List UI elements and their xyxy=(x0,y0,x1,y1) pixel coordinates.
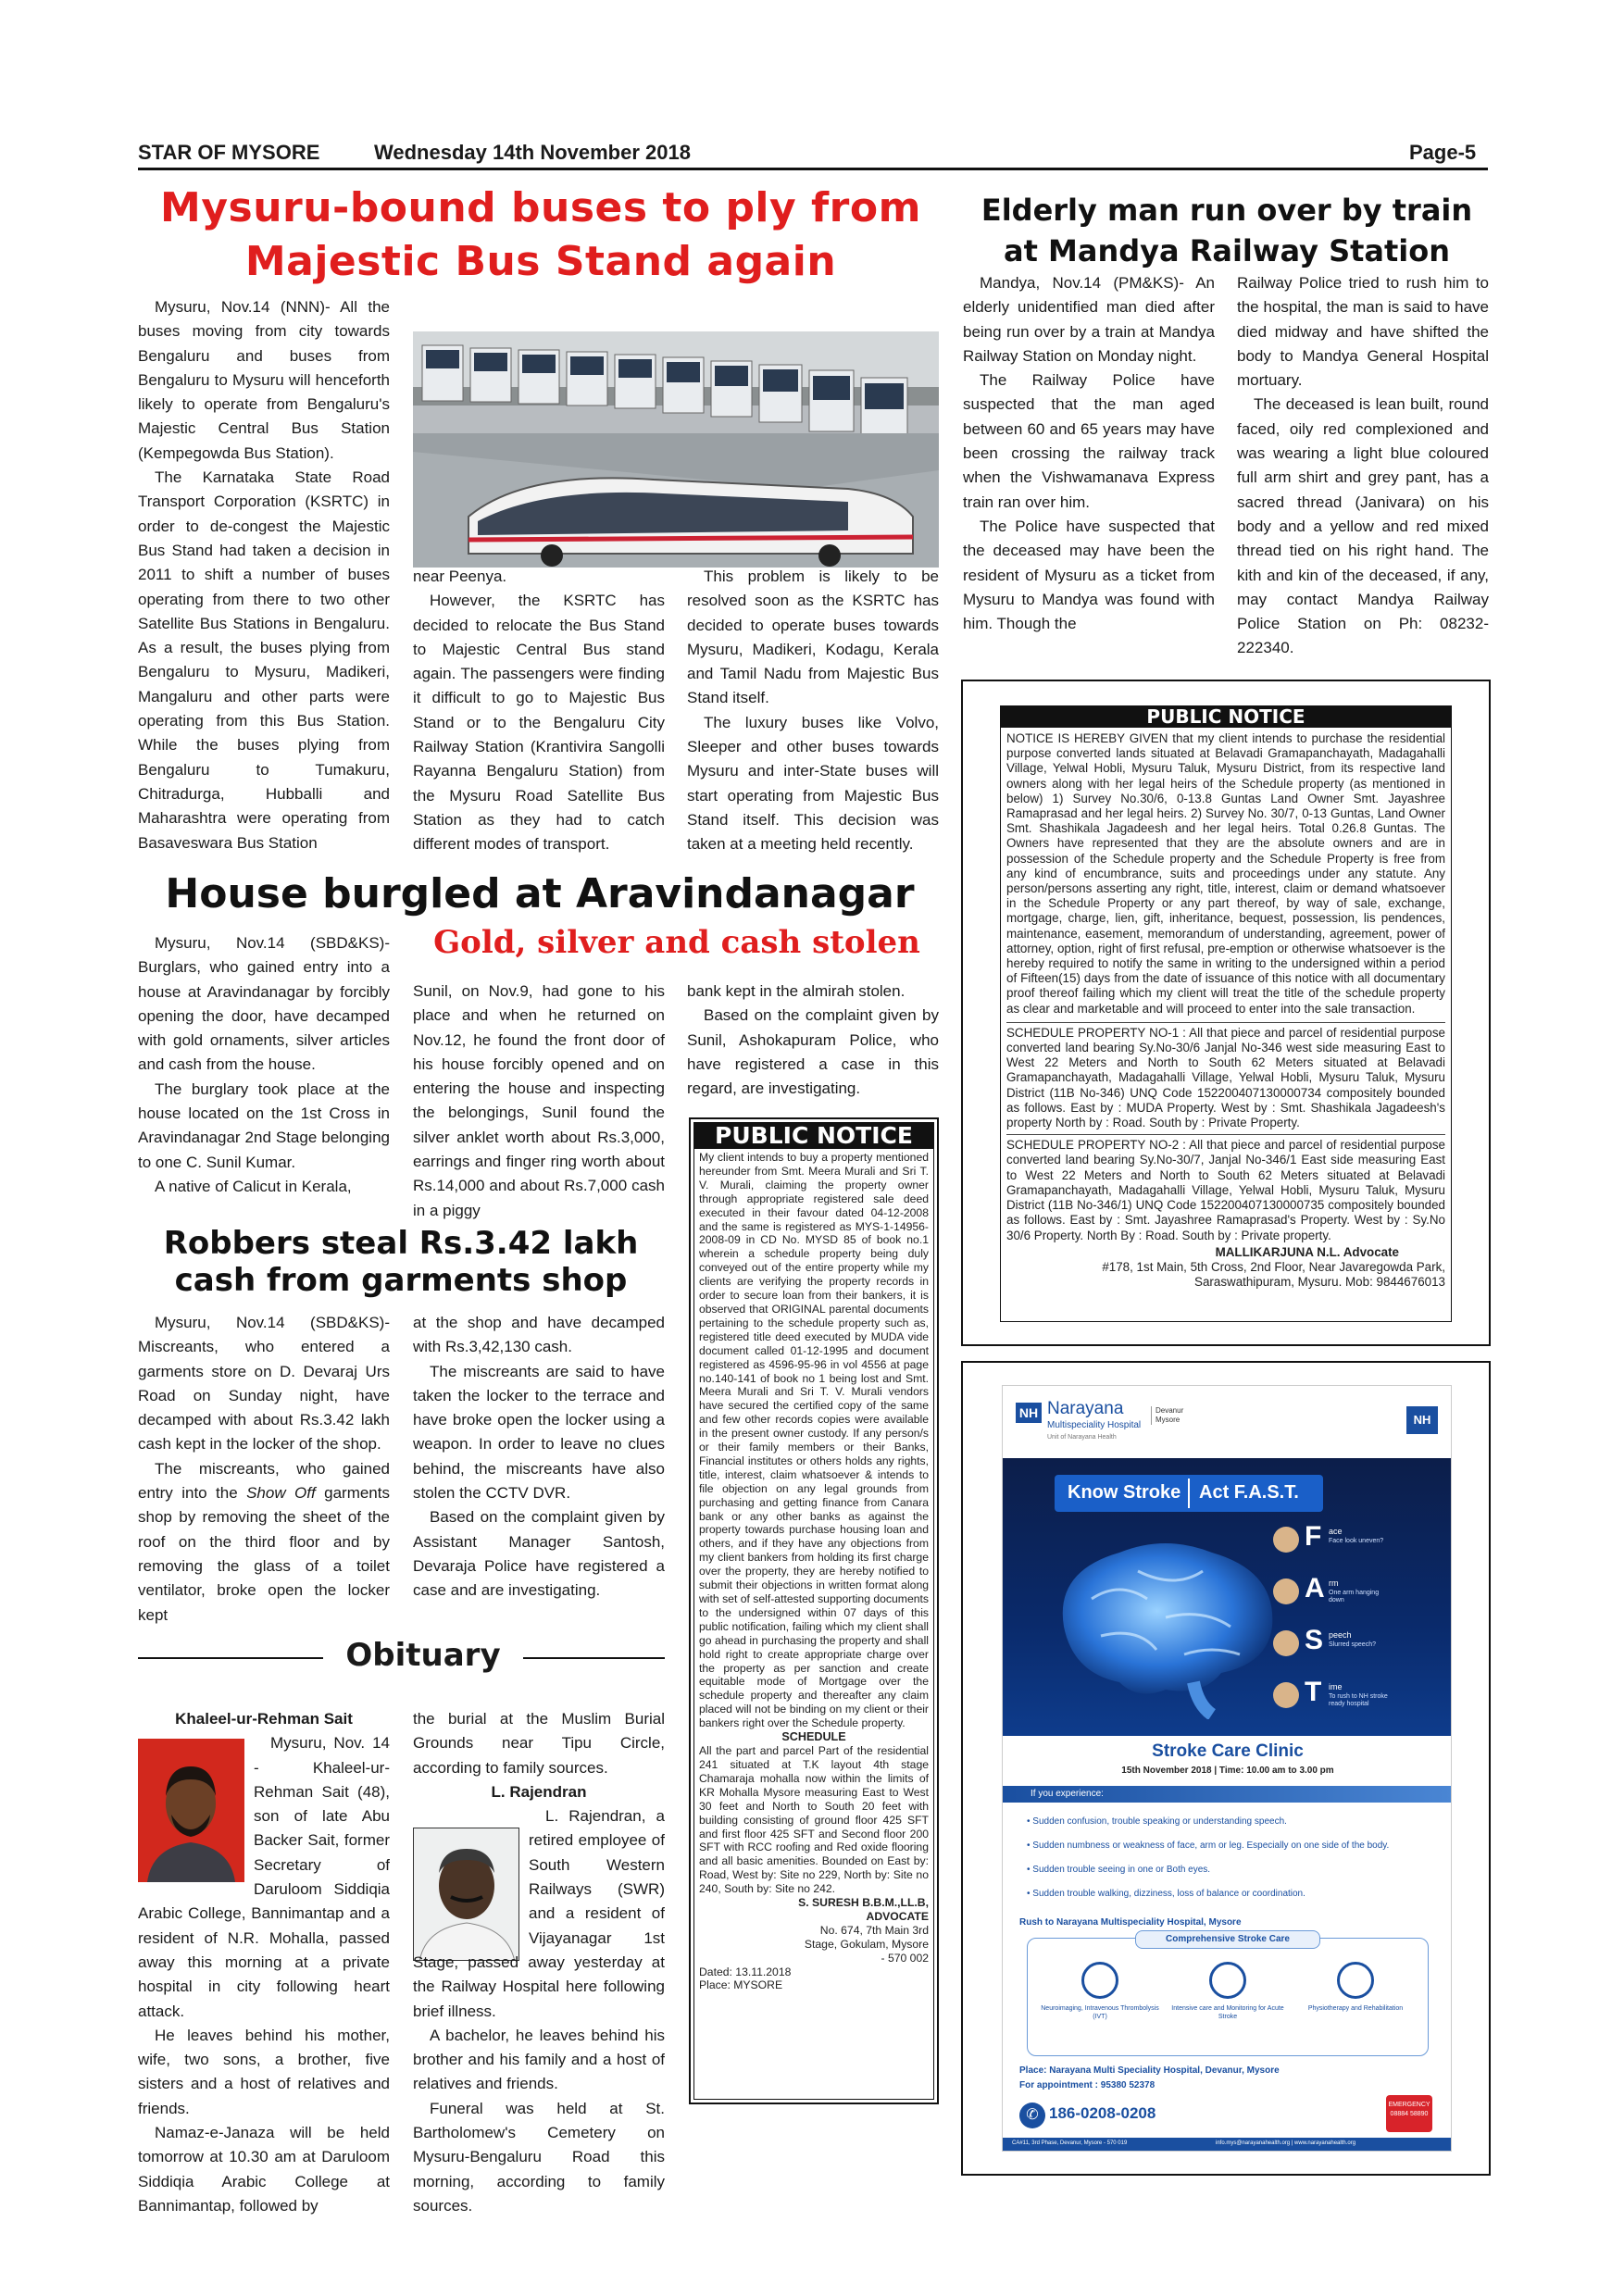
paragraph: Funeral was held at St. Bartholomew's Cemetery on Mysuru-Bengaluru Road this morning, according to family sources. xyxy=(413,2099,665,2215)
paragraph: Namaz-e-Janaza will be held tomorrow at 10.30 am at Daruloom Siddiqia Arabic College at Bannimantap, followed by xyxy=(138,2124,390,2215)
notice-place: Place: MYSORE xyxy=(699,1978,783,1992)
paragraph: Mysuru, Nov.14 (SBD&KS)- Burglars, who gained entry into a house at Aravindanagar by forcibly opening the door, have decamped with gold ornaments, silver articles and cash from the house. xyxy=(138,934,390,1074)
rush-line: Rush to Narayana Multispeciality Hospital, Mysore xyxy=(1019,1917,1242,1928)
notice-title: PUBLIC NOTICE xyxy=(1000,705,1452,728)
paragraph: Railway Police tried to rush him to the hospital, the man is said to have died midway and have shifted the body to Mandya General Hospital mortuary. xyxy=(1237,274,1489,390)
care-item: Physiotherapy and Rehabilitation xyxy=(1295,1962,1416,2013)
care-item: Neuroimaging, Intravenous Thrombolysis (IVT) xyxy=(1040,1962,1160,2021)
symptom-item: • Sudden trouble walking, dizziness, loss of balance or coordination. xyxy=(1027,1889,1305,1899)
paragraph: Mysuru, Nov.14 (SBD&KS)- Miscreants, who entered a garments store on D. Devaraj Urs Road on Sunday night, have decamped with about Rs.3.42 lakh cash kept in the locker of the shop. xyxy=(138,1314,390,1454)
burglary-column-3 xyxy=(687,980,939,1101)
fast-letter: A xyxy=(1305,1573,1325,1603)
bus-column-3 xyxy=(687,565,939,857)
paragraph: The burglary took place at the house located on the 1st Cross in Aravindanagar 2nd Stage belonging to one C. Sunil Kumar. xyxy=(138,1079,390,1171)
icu-bed-icon xyxy=(1209,1962,1246,1999)
fast-list xyxy=(1273,1521,1445,1728)
notice-address: No. 674, 7th Main 3rd Stage, Gokulam, Mysore - 570 002 xyxy=(804,1923,929,1965)
masthead-page-number: Page-5 xyxy=(1409,141,1477,164)
brand-unit: Devanur Mysore xyxy=(1151,1406,1190,1425)
bus-stand-photo xyxy=(413,331,939,568)
obituary-column-1 xyxy=(138,1707,390,2218)
brand-sub: Multispeciality Hospital xyxy=(1047,1420,1142,1430)
notice-body: My client intends to buy a property mentioned hereunder from Smt. Meera Murali and Sri T. V. Murali, claiming the property owner through appropriate registered sale deed executed in their favour dated 04-12-2008 and the same is registered as MYS-1-14956-2008-09 in CD No. MYSD 85 of book no.1 wherein a schedule property being duly conveyed out of the entire property while my clients are verifying the property records in order to secure loan from their bankers, it is observed that ORIGINAL parental documents pertaining to the schedule property such as, registered title deed executed by MUDA vide document called 01-12-1995 and document registered as 4596-95-96 in vol 4556 at page no.140-141 of book no 1 being lost and Smt. Meera Murali and Sri T. V. Murali vendors have secured the certified copy of the same and few other records copies were available in the present owner custody. If any person/s or their family members or their Banks, Financial institutes or others holds any rights, title, interest, claim whatsoever & intends to file objection on any legal grounds from purchasing and getting finance from Canara bank or any other banks as against the property towards purchase housing loan and others, and if they have any objections from my client bankers from holding its first charge over the property, they are hereby notified to submit their objections in written format along with set of self-attested supporting documents to the undersigned within 07 days of this public notification, failing which my client shall go ahead in purchasing the property and shall hold right to create appropriate charge over the property as per sanction and create equitable mode of Mortgage over the schedule property and thereafter any claim placed will not be binding on my client or their bankers right over the Schedule property. xyxy=(699,1151,929,1730)
fast-item: F ace Face look uneven? xyxy=(1273,1521,1445,1573)
paragraph: the burial at the Muslim Burial Grounds near Tipu Circle, according to family sources. xyxy=(413,1710,665,1777)
burglary-column-2 xyxy=(413,980,665,1223)
paragraph: The deceased is lean built, round faced, oily red complexioned and was wearing a light blue coloured full arm shirt and grey pant, has a sacred thread (Janivara) on his body and a yellow and red mixed thread tied on his right hand. The kith and kin of the deceased, if any, may contact Mandya Railway Police Station on Ph: 08232-222340. xyxy=(1237,395,1489,657)
symptom-list xyxy=(1027,1810,1434,1906)
shop-name: Show Off xyxy=(246,1484,316,1503)
paragraph: This problem is likely to be resolved soon as the KSRTC has decided to operate buses towards Mysuru, Madikeri, Kodagu, Kerala and Tamil Nadu from Majestic Bus Stand itself. xyxy=(687,568,939,707)
narayana-logo-icon: NH xyxy=(1016,1403,1042,1423)
banner-act-fast: Act F.A.S.T. xyxy=(1199,1482,1299,1503)
fast-item: T ime To rush to NH stroke ready hospital xyxy=(1273,1677,1445,1728)
ad-footer-web: info.mys@narayanahealth.org | www.narayanahealth.org xyxy=(1216,2140,1356,2146)
paragraph: Sunil, on Nov.9, had gone to his place and when he returned on Nov.12, he found the front door of his house forcibly opened and on entering the house and inspecting the belongings, Sunil found the silver anklet worth about Rs.3,000, earrings and finger ring worth about Rs.14,000 and about Rs.7,000 cash in a piggy xyxy=(413,982,665,1219)
ad-footer-address: CA#11, 3rd Phase, Devanur, Mysore - 570 019 xyxy=(1012,2140,1128,2146)
neuroimaging-icon xyxy=(1081,1962,1118,1999)
paragraph: The miscreants are said to have taken the locker to the terrace and have broke open the locker using a weapon. In order to leave no clues behind, the miscreants have also stolen the CCTV DVR. xyxy=(413,1362,665,1503)
notice-schedule-1: SCHEDULE PROPERTY NO-1 : All that piece and parcel of residential purpose converted land bearing Sy.No-30/6 Janjal No-346 west side measuring East to West 22 Meters and North to South 62 Meters situated at Belavadi Gramapanchayath, Madagahalli Village, Yelwal Hobli, Mysuru Taluk, Mysuru District (11B No-346) UNQ Code 152200407130000734 compositely bounded as follows. East by : MUDA Property. West by : Smt. Shashikala Jagadeesh's property North by : Road. South by : Private Property. xyxy=(1006,1022,1445,1130)
train-column-2 xyxy=(1237,271,1489,661)
notice-signatory: S. SURESH B.B.M.,LL.B, ADVOCATE xyxy=(798,1896,929,1923)
ad-phone: 186-0208-0208 xyxy=(1049,2104,1156,2122)
obituary-title: Obituary xyxy=(345,1637,501,1674)
train-headline: Elderly man run over by train at Mandya Railway Station xyxy=(981,193,1473,268)
physiotherapy-icon xyxy=(1337,1962,1374,1999)
symptom-item: • Sudden confusion, trouble speaking or understanding speech. xyxy=(1027,1816,1287,1827)
symptom-item: • Sudden trouble seeing in one or Both eyes. xyxy=(1027,1865,1211,1875)
robbery-headline: Robbers steal Rs.3.42 lakh cash from garments shop xyxy=(163,1225,639,1299)
emergency-badge: EMERGENCY 08884 58890 xyxy=(1386,2095,1432,2132)
train-column-1 xyxy=(963,271,1215,636)
burglary-headline: House burgled at Aravindanagar xyxy=(165,870,915,917)
clinic-date: 15th November 2018 | Time: 10.00 am to 3.00 pm xyxy=(1121,1766,1334,1776)
paragraph: Mysuru, Nov. 14 - Khaleel-ur-Rehman Sait (48), son of late Abu Backer Sait, former Secretary of Daruloom Siddiqia Arabic College, Bannimantap and a resident of N.R. Mohalla, passed away this morning at a private hospital in city following heart attack. xyxy=(138,1734,390,2020)
notice-schedule-2: SCHEDULE PROPERTY NO-2 : All that piece and parcel of residential purpose converted land bearing Sy.No-30/7, Janjal No-346/1 East side measuring East to West 22 Meters and North to South 62 Meters situated at Belavadi Gramapanchayath, Madagahalli Village, Yelwal Hobli, Mysuru Taluk, Mysuru District (11B No-346/1) UNQ Code 152200407130000735 compositely bounded as follows. East by : Smt. Jayashree Ramaprasad's Property. West by : Sy.No 30/6 Property. North By : Road. South by : Private property. xyxy=(1006,1134,1445,1242)
bus-column-1 xyxy=(138,295,390,855)
fast-item: S peech Slurred speech? xyxy=(1273,1625,1445,1677)
paragraph: Based on the complaint given by Sunil, Ashokapuram Police, who have registered a case in this regard, are investigating. xyxy=(687,1006,939,1098)
paragraph: The miscreants, who gained entry into the Show Off garments shop by removing the sheet of the roof on the third floor and by removing the glass of a toilet ventilator, broke open the locker kept xyxy=(138,1459,390,1624)
paragraph: L. Rajendran, a retired employee of South Western Railways (SWR) and a resident of Vijayanagar 1st Stage, passed away yesterday at the Railway Hospital here following brief illness. xyxy=(413,1807,665,2020)
robbery-column-2 xyxy=(413,1311,665,1603)
paragraph: The Karnataka State Road Transport Corporation (KSRTC) in order to de-congest the Majestic Bus Stand had taken a decision in 2011 to shift a number of buses operating from there to two other Satellite Bus Stations in Bengaluru. As a result, the buses plying from Bengaluru to Mysuru, Madikeri, Mangaluru and other parts were operating from this Bus Station. While the buses plying from Bengaluru to Tumakuru, Chitradurga, Hubballi and Maharashtra were operating from Basaveswara Bus Station xyxy=(138,468,390,852)
masthead-rule xyxy=(138,168,1488,170)
paragraph: He leaves behind his mother, wife, two sons, a brother, five sisters and a host of relatives and friends. xyxy=(138,2026,390,2117)
experience-tab: If you experience: xyxy=(1003,1786,1452,1803)
notice-signatory: MALLIKARJUNA N.L. Advocate xyxy=(1215,1244,1399,1259)
narayana-ad-frame xyxy=(961,1361,1491,2176)
fast-letter: T xyxy=(1305,1677,1322,1707)
obituary-column-2 xyxy=(413,1707,665,2218)
public-notice-property xyxy=(689,1117,939,2104)
paragraph: However, the KSRTC has decided to relocate the Bus Stand to Majestic Central Bus stand again. The passengers were finding it difficult to go to Majestic Bus Stand or to the Bengaluru City Railway Station (Krantivira Sangolli Rayanna Bengaluru Station) from the Mysuru Road Satellite Bus Station as they had to catch different modes of transport. xyxy=(413,592,665,854)
masthead-paper-name: STAR OF MYSORE xyxy=(138,141,320,164)
brain-image xyxy=(1036,1525,1295,1719)
fast-letter: S xyxy=(1305,1625,1324,1655)
fast-item: A rm One arm hanging down xyxy=(1273,1573,1445,1625)
paragraph: A native of Calicut in Kerala, xyxy=(155,1177,352,1195)
bus-headline: Mysuru-bound buses to ply from Majestic Bus Stand again xyxy=(160,184,921,285)
obituary-rule-right xyxy=(523,1657,665,1659)
paragraph: The luxury buses like Volvo, Sleeper and other buses towards Mysuru and inter-State buses will start operating from Majestic Bus Stand itself. This decision was taken at a meeting held recently. xyxy=(687,713,939,854)
notice-schedule: All the part and parcel Part of the residential 241 situated at T.K layout 4th stage Chamaraja mohalla now within the limits of KR Mohalla Mysore measuring East to West 30 feet and North to South 20 feet with building consisting of ground floor 425 SFT and first floor 425 SFT and Second floor 200 SFT with RCC roofing and Red oxide flooring and all basic amenities. Bounded on East by: Road, West by: Site no 229, North by: Site no 240, South by: Site no 242. xyxy=(699,1744,929,1896)
notice-title: PUBLIC NOTICE xyxy=(694,1123,933,1149)
public-notice-land xyxy=(961,680,1491,1346)
ad-place: Place: Narayana Multi Speciality Hospital, Devanur, Mysore xyxy=(1019,2065,1280,2076)
brand-tagline: Unit of Narayana Health xyxy=(1047,1434,1117,1441)
paragraph: Mandya, Nov.14 (PM&KS)- An elderly unidentified man died after being run over by a train at Mandya Railway Station on Monday night. xyxy=(963,274,1215,365)
obituary-name-rajendran: L. Rajendran xyxy=(491,1782,587,1801)
ad-appointment: For appointment : 95380 52378 xyxy=(1019,2080,1156,2090)
notice-schedule-title: SCHEDULE xyxy=(781,1730,846,1744)
masthead-date: Wednesday 14th November 2018 xyxy=(374,141,691,164)
paragraph: Based on the complaint given by Assistant Manager Santosh, Devaraja Police have registered a case and are investigating. xyxy=(413,1508,665,1600)
burglary-column-1 xyxy=(138,931,390,1199)
paragraph: Mysuru, Nov.14 (NNN)- All the buses moving from city towards Bengaluru and buses from Bengaluru to Mysuru will henceforth likely to operate from Bengaluru's Majestic Central Bus Station (Kempegowda Bus Station). xyxy=(138,298,390,462)
robbery-column-1 xyxy=(138,1311,390,1628)
phone-icon: ✆ xyxy=(1019,2103,1045,2128)
banner-know-stroke: Know Stroke xyxy=(1068,1482,1181,1503)
clinic-title: Stroke Care Clinic xyxy=(1152,1741,1304,1761)
bus-column-2 xyxy=(413,565,665,857)
paragraph: bank kept in the almirah stolen. xyxy=(687,982,906,1000)
narayana-ad xyxy=(1002,1385,1452,2152)
fast-letter: F xyxy=(1305,1521,1322,1552)
obituary-rule-left xyxy=(138,1657,323,1659)
notice-body: NOTICE IS HEREBY GIVEN that my client intends to purchase the residential purpose converted lands situated at Belavadi Gramapanchayath, Madagahalli Village, Yelwal Hobli, Mysuru Taluk, Mysuru District, from its respective land owners along with her legal heirs of the Schedule property (as mentioned in below) 1) Survey No.30/6, 0-13.8 Guntas Land Owner Smt. Jayashree Ramaprasad and her legal heirs. 2) Survey No. 30/7, 0-13 Guntas, Land Owner Smt. Shashikala Jagadeesh and her legal heirs. Total 0.26.8 Guntas. The Owners have represented that they are the absolute owners and are in possession of the Schedule property and the Schedule Property is free from any kind of encumbrance, suits and proceedings under any statute. Any person/persons asserting any right, title, interest, claim or demand whatsoever in the Schedule Property or any part thereof, by way of sale, exchange, mortgage, charge, lien, gift, inheritance, bequest, possession, lis pendences, maintenance, easement, memorandum of understanding, agreement, power of attorney, option, right of first refusal, pre-emption or otherwise whatsoever is the hereby required to notify the same in writing to the undersigned within a period of Fifteen(15) days from the date of issuance of this notice with all documentary proof thereof failing which my client will treat the title of the schedule property as clear and marketable and will proceed to enter into the sale transaction. xyxy=(1006,731,1445,1016)
nh-corner-icon: NH xyxy=(1406,1406,1438,1434)
paragraph: The Railway Police have suspected that the man aged between 60 and 65 years may have been crossing the railway track when the Vishwamanava Express train ran over him. xyxy=(963,371,1215,511)
paragraph: A bachelor, he leaves behind his brother and his family and a host of relatives and friends. xyxy=(413,2026,665,2093)
paragraph: near Peenya. xyxy=(413,568,507,585)
paragraph: The Police have suspected that the deceased may have been the resident of Mysuru as a ticket from Mysuru to Mandya was found with him. Though the xyxy=(963,517,1215,633)
burglary-subhead: Gold, silver and cash stolen xyxy=(433,924,920,961)
brand-name: Narayana xyxy=(1047,1399,1124,1418)
notice-address: #178, 1st Main, 5th Cross, 2nd Floor, Near Javaregowda Park, Saraswathipuram, Mysuru. Mob: 9844676013 xyxy=(1102,1259,1445,1290)
symptom-item: • Sudden numbness or weakness of face, arm or leg. Especially on one side of the body. xyxy=(1027,1841,1390,1851)
care-item: Intensive care and Monitoring for Acute Stroke xyxy=(1168,1962,1288,2021)
notice-dated: Dated: 13.11.2018 xyxy=(699,1965,792,1978)
paragraph: at the shop and have decamped with Rs.3,42,130 cash. xyxy=(413,1314,665,1356)
obituary-name-khaleel: Khaleel-ur-Rehman Sait xyxy=(175,1710,353,1728)
care-title: Comprehensive Stroke Care xyxy=(1135,1930,1320,1949)
